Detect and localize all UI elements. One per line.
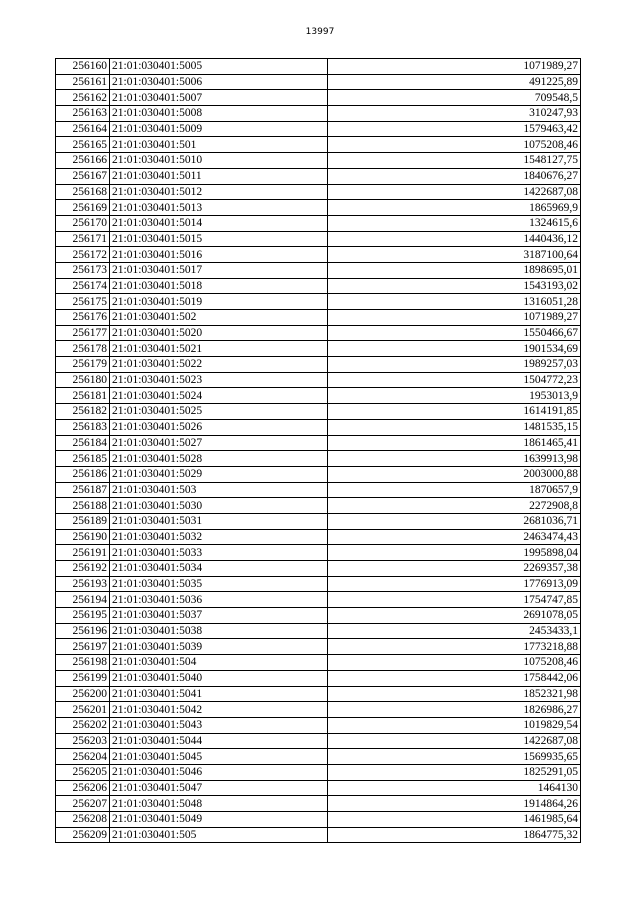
cadastral-value-cell: 1422687,08	[328, 733, 581, 749]
row-number-cell: 256160	[56, 59, 110, 75]
cadastral-value-cell: 1324615,6	[328, 215, 581, 231]
row-number-cell: 256165	[56, 137, 110, 153]
cadastral-value-cell: 1754747,85	[328, 592, 581, 608]
table-row	[56, 733, 581, 749]
cadastral-value-cell: 1481535,15	[328, 419, 581, 435]
table-row	[56, 247, 581, 263]
table-row	[56, 59, 581, 75]
cadastral-number-cell: 21:01:030401:5034	[110, 561, 328, 577]
cadastral-number-cell: 21:01:030401:5018	[110, 278, 328, 294]
cadastral-value-cell: 1639913,98	[328, 451, 581, 467]
cadastral-value-cell: 1865969,9	[328, 200, 581, 216]
table-row	[56, 294, 581, 310]
cadastral-value-cell: 1075208,46	[328, 655, 581, 671]
row-number-cell: 256164	[56, 121, 110, 137]
cadastral-number-cell: 21:01:030401:5037	[110, 608, 328, 624]
table-row	[56, 262, 581, 278]
cadastral-value-cell: 1864775,32	[328, 827, 581, 843]
row-number-cell: 256208	[56, 812, 110, 828]
table-row	[56, 655, 581, 671]
cadastral-number-cell: 21:01:030401:5013	[110, 200, 328, 216]
table-row	[56, 513, 581, 529]
table-body	[56, 59, 581, 843]
table-row	[56, 435, 581, 451]
row-number-cell: 256168	[56, 184, 110, 200]
table-row	[56, 419, 581, 435]
cadastral-number-cell: 21:01:030401:504	[110, 655, 328, 671]
cadastral-value-cell: 2681036,71	[328, 513, 581, 529]
row-number-cell: 256170	[56, 215, 110, 231]
row-number-cell: 256199	[56, 670, 110, 686]
cadastral-number-cell: 21:01:030401:5030	[110, 498, 328, 514]
cadastral-number-cell: 21:01:030401:5023	[110, 372, 328, 388]
row-number-cell: 256204	[56, 749, 110, 765]
cadastral-number-cell: 21:01:030401:5038	[110, 623, 328, 639]
row-number-cell: 256192	[56, 561, 110, 577]
row-number-cell: 256182	[56, 404, 110, 420]
cadastral-value-cell: 1440436,12	[328, 231, 581, 247]
table-row	[56, 121, 581, 137]
cadastral-value-cell: 3187100,64	[328, 247, 581, 263]
table-row	[56, 310, 581, 326]
cadastral-number-cell: 21:01:030401:5009	[110, 121, 328, 137]
row-number-cell: 256187	[56, 482, 110, 498]
page-number: 13997	[305, 27, 335, 37]
cadastral-value-cell: 1826986,27	[328, 702, 581, 718]
cadastral-number-cell: 21:01:030401:5015	[110, 231, 328, 247]
row-number-cell: 256197	[56, 639, 110, 655]
table-row	[56, 812, 581, 828]
cadastral-value-cell: 1550466,67	[328, 325, 581, 341]
cadastral-number-cell: 21:01:030401:5007	[110, 90, 328, 106]
row-number-cell: 256180	[56, 372, 110, 388]
cadastral-number-cell: 21:01:030401:503	[110, 482, 328, 498]
row-number-cell: 256186	[56, 466, 110, 482]
table-row	[56, 827, 581, 843]
table-row	[56, 561, 581, 577]
table-row	[56, 153, 581, 169]
cadastral-number-cell: 21:01:030401:5041	[110, 686, 328, 702]
row-number-cell: 256169	[56, 200, 110, 216]
row-number-cell: 256206	[56, 780, 110, 796]
row-number-cell: 256179	[56, 357, 110, 373]
cadastral-value-cell: 1773218,88	[328, 639, 581, 655]
cadastral-value-cell: 1316051,28	[328, 294, 581, 310]
row-number-cell: 256167	[56, 168, 110, 184]
row-number-cell: 256201	[56, 702, 110, 718]
cadastral-value-cell: 1995898,04	[328, 545, 581, 561]
table-row	[56, 639, 581, 655]
table-row	[56, 529, 581, 545]
cadastral-number-cell: 21:01:030401:5040	[110, 670, 328, 686]
cadastral-number-cell: 21:01:030401:5021	[110, 341, 328, 357]
table-row	[56, 106, 581, 122]
cadastral-number-cell: 21:01:030401:505	[110, 827, 328, 843]
table-row	[56, 545, 581, 561]
cadastral-value-cell: 2272908,8	[328, 498, 581, 514]
row-number-cell: 256185	[56, 451, 110, 467]
cadastral-value-cell: 1898695,01	[328, 262, 581, 278]
cadastral-number-cell: 21:01:030401:5039	[110, 639, 328, 655]
row-number-cell: 256177	[56, 325, 110, 341]
row-number-cell: 256198	[56, 655, 110, 671]
cadastral-value-cell: 1464130	[328, 780, 581, 796]
cadastral-value-cell: 2003000,88	[328, 466, 581, 482]
cadastral-value-cell: 2463474,43	[328, 529, 581, 545]
cadastral-number-cell: 21:01:030401:5012	[110, 184, 328, 200]
row-number-cell: 256188	[56, 498, 110, 514]
row-number-cell: 256181	[56, 388, 110, 404]
row-number-cell: 256171	[56, 231, 110, 247]
row-number-cell: 256174	[56, 278, 110, 294]
cadastral-value-cell: 1852321,98	[328, 686, 581, 702]
table-row	[56, 466, 581, 482]
table-row	[56, 341, 581, 357]
table-row	[56, 482, 581, 498]
cadastral-value-cell: 1422687,08	[328, 184, 581, 200]
row-number-cell: 256190	[56, 529, 110, 545]
row-number-cell: 256176	[56, 310, 110, 326]
cadastral-number-cell: 21:01:030401:5043	[110, 717, 328, 733]
cadastral-number-cell: 21:01:030401:5017	[110, 262, 328, 278]
cadastral-value-cell: 491225,89	[328, 74, 581, 90]
table-row	[56, 749, 581, 765]
cadastral-value-cell: 1861465,41	[328, 435, 581, 451]
cadastral-number-cell: 21:01:030401:5024	[110, 388, 328, 404]
table-row	[56, 780, 581, 796]
row-number-cell: 256193	[56, 576, 110, 592]
cadastral-number-cell: 21:01:030401:5049	[110, 812, 328, 828]
row-number-cell: 256202	[56, 717, 110, 733]
cadastral-value-cell: 1614191,85	[328, 404, 581, 420]
cadastral-number-cell: 21:01:030401:5045	[110, 749, 328, 765]
cadastral-number-cell: 21:01:030401:5028	[110, 451, 328, 467]
cadastral-number-cell: 21:01:030401:502	[110, 310, 328, 326]
cadastral-number-cell: 21:01:030401:5042	[110, 702, 328, 718]
table-row	[56, 231, 581, 247]
cadastral-number-cell: 21:01:030401:5032	[110, 529, 328, 545]
cadastral-number-cell: 21:01:030401:5014	[110, 215, 328, 231]
row-number-cell: 256200	[56, 686, 110, 702]
table-row	[56, 670, 581, 686]
cadastral-value-cell: 1019829,54	[328, 717, 581, 733]
row-number-cell: 256184	[56, 435, 110, 451]
cadastral-value-cell: 1870657,9	[328, 482, 581, 498]
cadastral-value-cell: 1543193,02	[328, 278, 581, 294]
cadastral-value-cell: 1825291,05	[328, 764, 581, 780]
table-row	[56, 184, 581, 200]
table-row	[56, 764, 581, 780]
row-number-cell: 256207	[56, 796, 110, 812]
cadastral-number-cell: 21:01:030401:5005	[110, 59, 328, 75]
cadastral-value-cell: 2269357,38	[328, 561, 581, 577]
cadastral-value-cell: 1579463,42	[328, 121, 581, 137]
table-row	[56, 592, 581, 608]
cadastral-value-cell: 310247,93	[328, 106, 581, 122]
table-row	[56, 278, 581, 294]
table-row	[56, 717, 581, 733]
cadastral-value-cell: 1953013,9	[328, 388, 581, 404]
table-row	[56, 137, 581, 153]
row-number-cell: 256162	[56, 90, 110, 106]
cadastral-value-cell: 1840676,27	[328, 168, 581, 184]
row-number-cell: 256191	[56, 545, 110, 561]
table-row	[56, 168, 581, 184]
row-number-cell: 256163	[56, 106, 110, 122]
cadastral-value-cell: 1776913,09	[328, 576, 581, 592]
cadastral-value-table	[55, 58, 581, 843]
row-number-cell: 256205	[56, 764, 110, 780]
table-row	[56, 90, 581, 106]
cadastral-value-cell: 2691078,05	[328, 608, 581, 624]
cadastral-value-cell: 1914864,26	[328, 796, 581, 812]
cadastral-number-cell: 21:01:030401:5020	[110, 325, 328, 341]
cadastral-number-cell: 21:01:030401:5025	[110, 404, 328, 420]
cadastral-number-cell: 21:01:030401:5022	[110, 357, 328, 373]
cadastral-number-cell: 21:01:030401:5026	[110, 419, 328, 435]
row-number-cell: 256173	[56, 262, 110, 278]
cadastral-value-cell: 1461985,64	[328, 812, 581, 828]
table-row	[56, 200, 581, 216]
row-number-cell: 256161	[56, 74, 110, 90]
row-number-cell: 256194	[56, 592, 110, 608]
table-row	[56, 74, 581, 90]
cadastral-value-cell: 1071989,27	[328, 310, 581, 326]
cadastral-number-cell: 21:01:030401:5029	[110, 466, 328, 482]
table-row	[56, 215, 581, 231]
cadastral-value-cell: 1758442,06	[328, 670, 581, 686]
table-row	[56, 702, 581, 718]
row-number-cell: 256209	[56, 827, 110, 843]
cadastral-number-cell: 21:01:030401:5019	[110, 294, 328, 310]
cadastral-number-cell: 21:01:030401:5033	[110, 545, 328, 561]
table-row	[56, 451, 581, 467]
cadastral-value-cell: 2453433,1	[328, 623, 581, 639]
table-row	[56, 498, 581, 514]
cadastral-number-cell: 21:01:030401:5008	[110, 106, 328, 122]
cadastral-number-cell: 21:01:030401:5047	[110, 780, 328, 796]
row-number-cell: 256196	[56, 623, 110, 639]
table-row	[56, 796, 581, 812]
row-number-cell: 256175	[56, 294, 110, 310]
row-number-cell: 256203	[56, 733, 110, 749]
cadastral-number-cell: 21:01:030401:5048	[110, 796, 328, 812]
row-number-cell: 256183	[56, 419, 110, 435]
row-number-cell: 256189	[56, 513, 110, 529]
cadastral-number-cell: 21:01:030401:5027	[110, 435, 328, 451]
row-number-cell: 256178	[56, 341, 110, 357]
row-number-cell: 256172	[56, 247, 110, 263]
table-row	[56, 357, 581, 373]
cadastral-number-cell: 21:01:030401:5006	[110, 74, 328, 90]
table-row	[56, 404, 581, 420]
table-row	[56, 576, 581, 592]
table-row	[56, 623, 581, 639]
table-row	[56, 608, 581, 624]
cadastral-value-cell: 709548,5	[328, 90, 581, 106]
cadastral-number-cell: 21:01:030401:5036	[110, 592, 328, 608]
cadastral-number-cell: 21:01:030401:5016	[110, 247, 328, 263]
table-row	[56, 686, 581, 702]
cadastral-number-cell: 21:01:030401:501	[110, 137, 328, 153]
cadastral-value-cell: 1548127,75	[328, 153, 581, 169]
table-row	[56, 325, 581, 341]
table-row	[56, 372, 581, 388]
cadastral-value-cell: 1901534,69	[328, 341, 581, 357]
row-number-cell: 256195	[56, 608, 110, 624]
cadastral-number-cell: 21:01:030401:5046	[110, 764, 328, 780]
cadastral-value-cell: 1989257,03	[328, 357, 581, 373]
row-number-cell: 256166	[56, 153, 110, 169]
table-row	[56, 388, 581, 404]
cadastral-number-cell: 21:01:030401:5035	[110, 576, 328, 592]
cadastral-number-cell: 21:01:030401:5010	[110, 153, 328, 169]
cadastral-value-cell: 1071989,27	[328, 59, 581, 75]
cadastral-number-cell: 21:01:030401:5011	[110, 168, 328, 184]
cadastral-value-cell: 1569935,65	[328, 749, 581, 765]
cadastral-value-cell: 1075208,46	[328, 137, 581, 153]
cadastral-number-cell: 21:01:030401:5044	[110, 733, 328, 749]
cadastral-number-cell: 21:01:030401:5031	[110, 513, 328, 529]
cadastral-value-cell: 1504772,23	[328, 372, 581, 388]
